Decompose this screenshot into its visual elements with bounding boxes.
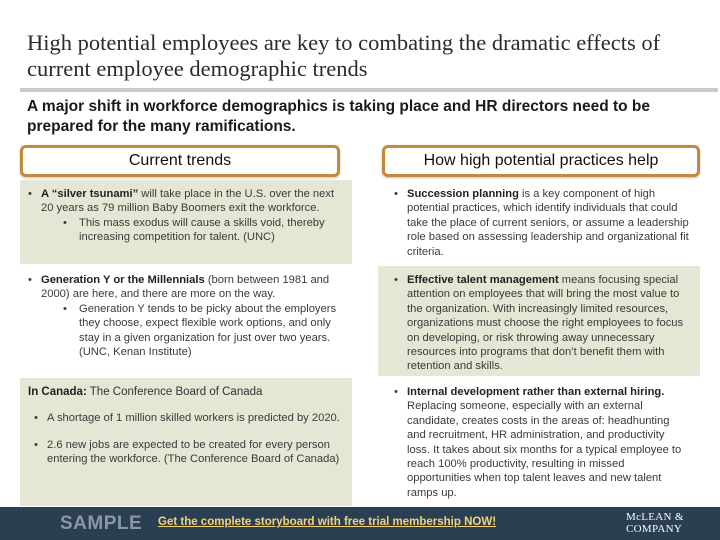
bullet-icon: • bbox=[34, 438, 38, 451]
practice-talent-management: • Effective talent management means focusing special attention on employees that will bring the most value to the organization. With increasingly limited resources, organizations must choose the right employees to focus on developing, or risk throwing away unnecessary resources into programs that don’t benefit them with retention and skills. bbox=[378, 266, 700, 376]
bullet-icon: • bbox=[394, 274, 398, 286]
bullet-icon: • bbox=[63, 216, 67, 229]
slide-subtitle: A major shift in workforce demographics is taking place and HR directors need to be prepared for the many ramifications. bbox=[27, 98, 651, 135]
practice-succession-planning: • Succession planning is a key component of high potential practices, which identify individuals that could take the place of current seniors, or assume a leadership role based on assessing leadership and organizational fit criteria. bbox=[394, 188, 689, 258]
bullet-icon: • bbox=[28, 188, 32, 200]
trend-generation-y: • Generation Y or the Millennials (born between 1981 and 2000) are here, and there are more on the way. • Generation Y tends to be picky about the employers they choose, expect flexible work options, and only stay in a given organization for just over two years. (UNC, Kenan Institute) bbox=[28, 274, 337, 359]
trend-silver-tsunami: • A “silver tsunami” will take place in the U.S. over the next 20 years as 79 million Baby Boomers exit the workforce. • This mass exodus will cause a skills void, thereby increasing competition for talent. (UNC) bbox=[20, 180, 352, 264]
title-divider bbox=[20, 88, 718, 92]
bullet-icon: • bbox=[28, 274, 32, 286]
practice-internal-development: • Internal development rather than external hiring. Replacing someone, especially with an external candidate, creates costs in the areas of: headhunting and recruitment, HR administration, and productivity loss. It takes about six months for a typical employee to reach 100% productivity, resulting in missed opportunities when top talent leaves and new talent ramps up. bbox=[394, 386, 682, 499]
bullet-icon: • bbox=[394, 386, 398, 398]
bullet-icon: • bbox=[34, 412, 38, 425]
bullet-icon: • bbox=[63, 302, 67, 315]
sample-watermark: SAMPLE bbox=[60, 513, 143, 534]
high-potential-header: How high potential practices help bbox=[382, 145, 700, 177]
current-trends-header: Current trends bbox=[20, 145, 340, 177]
slide-title: High potential employees are key to combating the dramatic effects of current employee demographic trends bbox=[27, 30, 661, 81]
company-logo: McLEAN & COMPANY bbox=[626, 511, 684, 535]
trend-canada: In Canada: The Conference Board of Canada • A shortage of 1 million skilled workers is predicted by 2020. • 2.6 new jobs are expected to be created for every person entering the workforce. (The Conference Board of Canada) bbox=[20, 378, 352, 506]
bullet-icon: • bbox=[394, 188, 398, 200]
trial-membership-link[interactable]: Get the complete storyboard with free trial membership NOW! bbox=[158, 516, 497, 528]
